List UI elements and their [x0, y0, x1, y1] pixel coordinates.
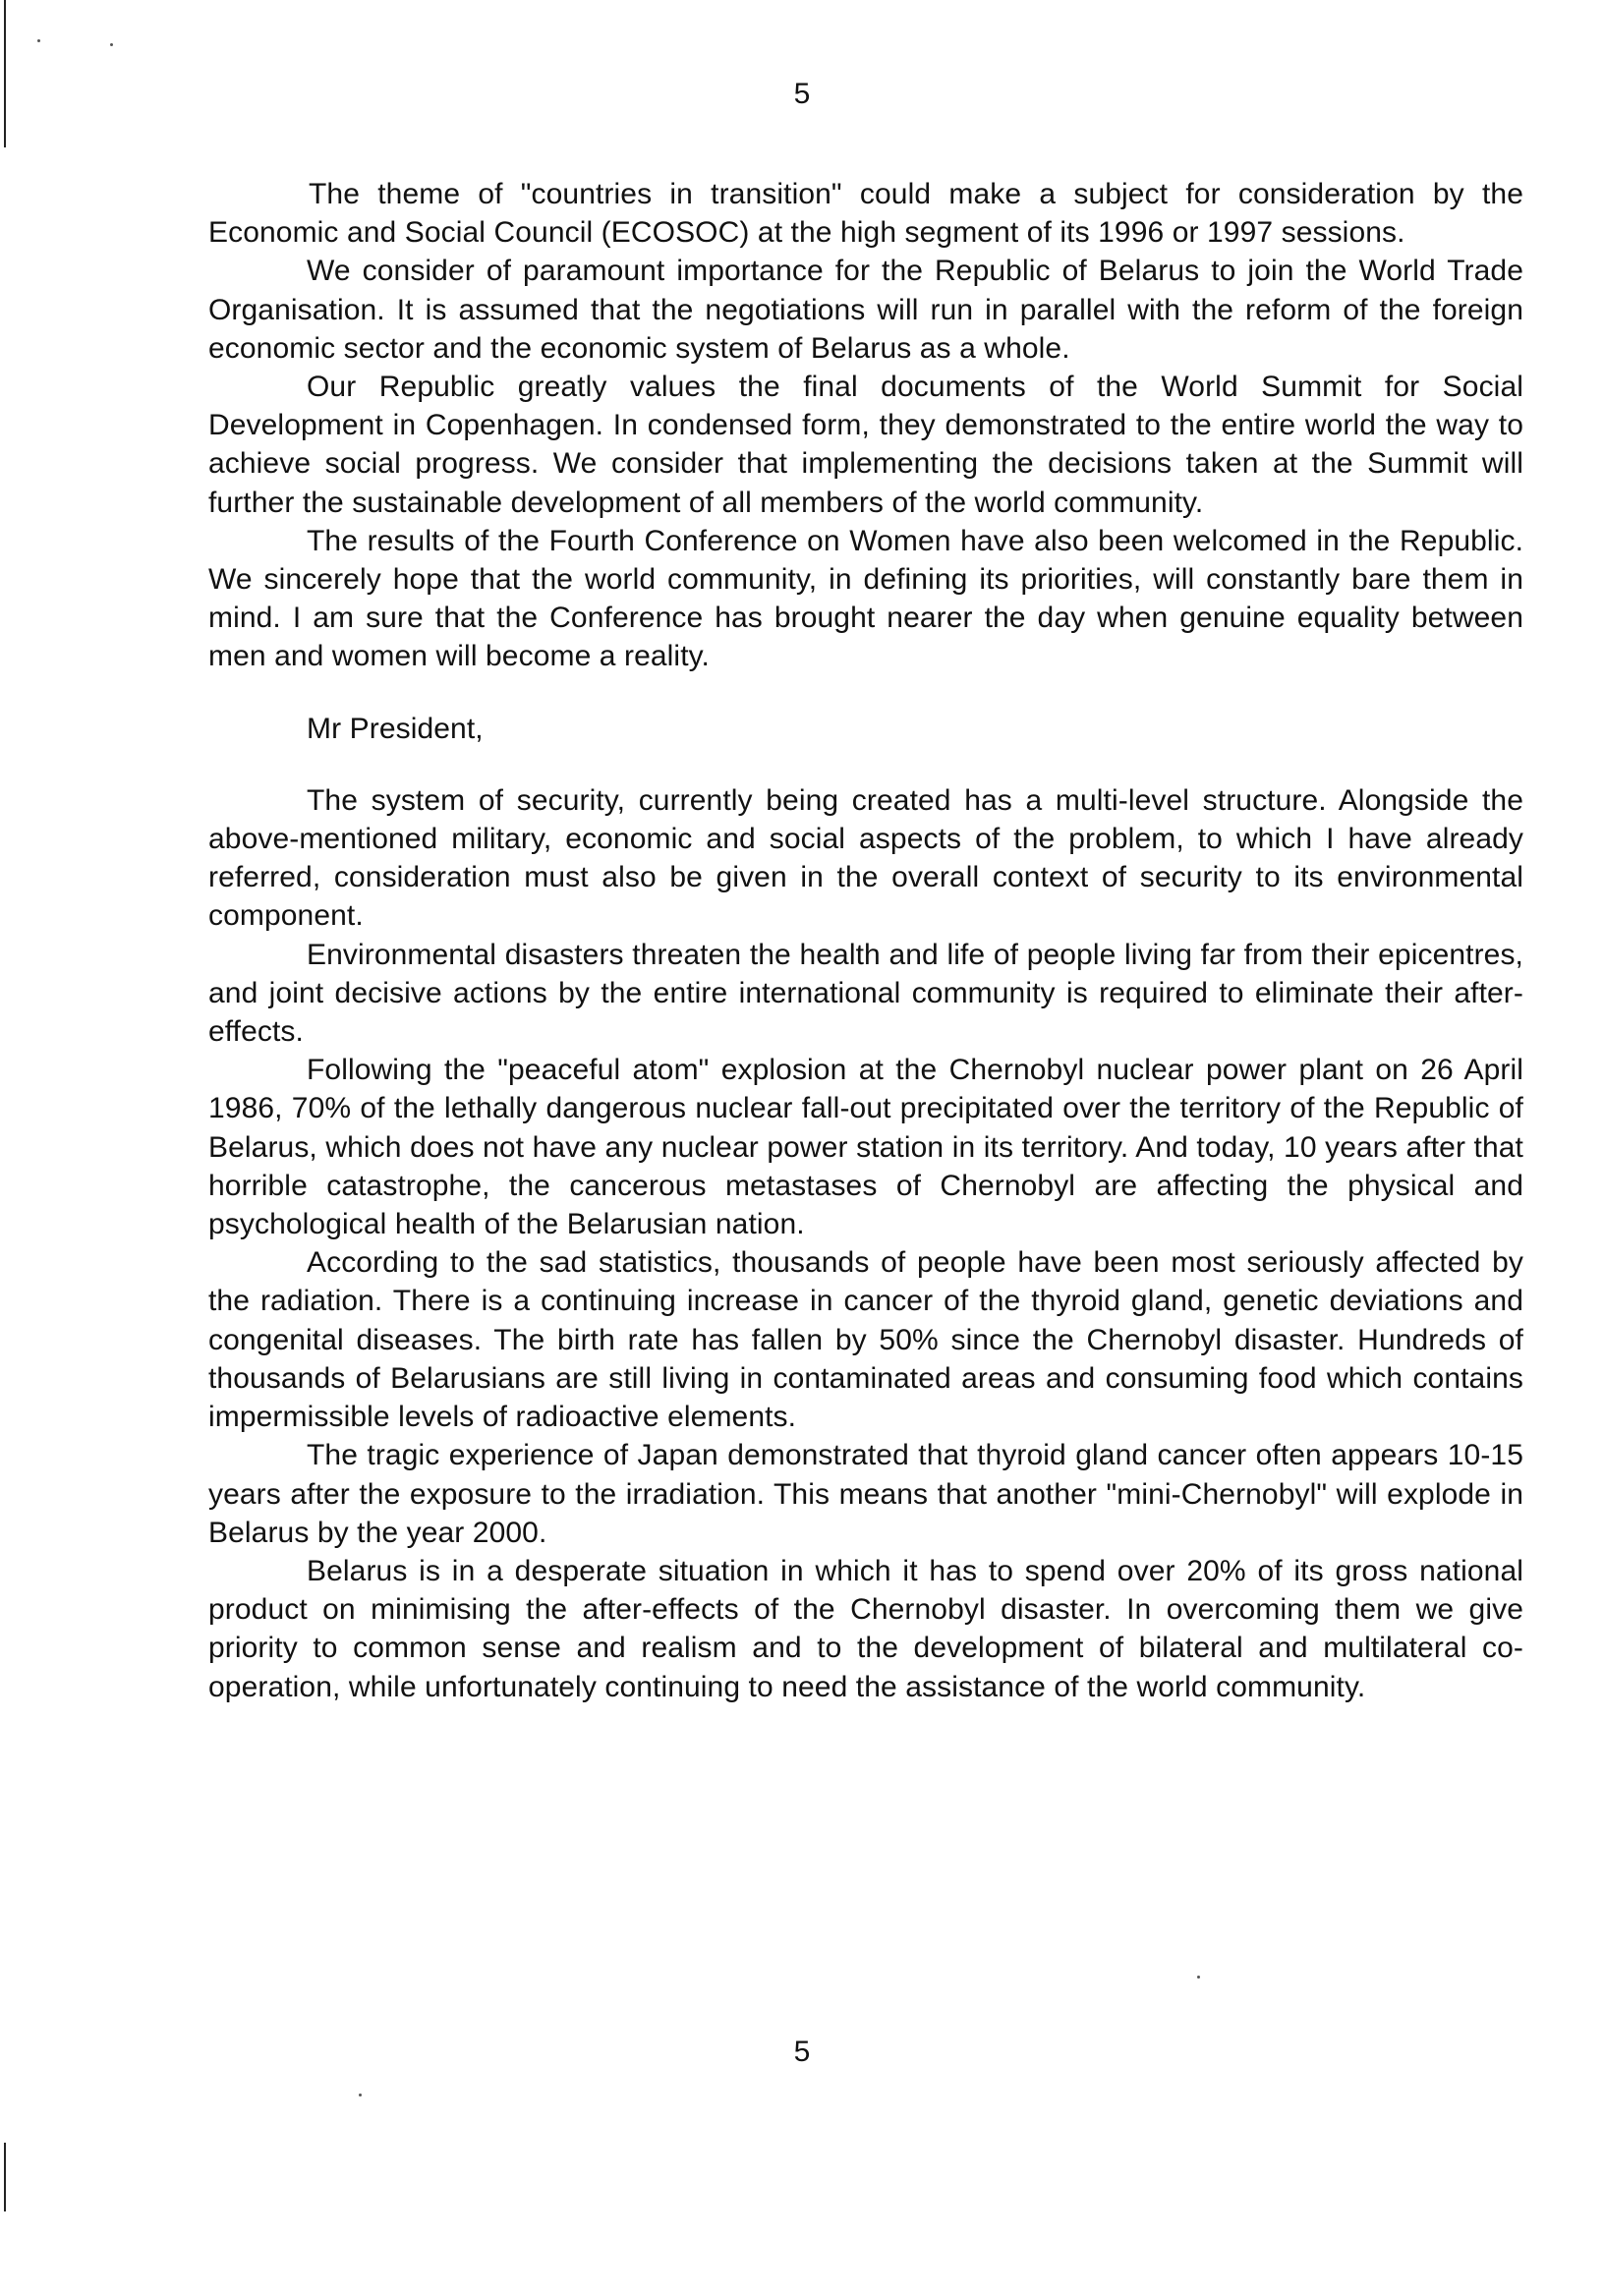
scan-edge-mark-top [4, 0, 6, 147]
page-number-footer: 5 [793, 2036, 811, 2068]
scan-speck [359, 2094, 362, 2096]
paragraph: Environmental disasters threaten the health and life of people living far from their epicentres, and joint decisive actions by the entire international community is required to eliminate their after-effects. [208, 938, 1523, 1049]
paragraph: Following the "peaceful atom" explosion at the Chernobyl nuclear power plant on 26 April 1986, 70% of the lethally dangerous nuclear fall-out precipitated over the territory of the Republic of Belarus, which does not have any nuclear power station in its territory. And today, 10 years after that horrible catastrophe, the cancerous metastases of Chernobyl are affecting the physical and psychological health of the Belarusian nation. [208, 1054, 1523, 1241]
paragraph: We consider of paramount importance for the Republic of Belarus to join the World Trade Organisation. It is assumed that the negotiations will run in parallel with the reform of the foreign economic sector and the economic system of Belarus as a whole. [208, 255, 1523, 365]
paragraph: The results of the Fourth Conference on Women have also been welcomed in the Republic. We sincerely hope that the world community, in defining its priorities, will constantly bare them in mind. I am sure that the Conference has brought nearer the day when genuine equality between men and women will become a reality. [208, 524, 1523, 673]
paragraph: The theme of "countries in transition" could make a subject for consideration by the Economic and Social Council (ECOSOC) at the high segment of its 1996 or 1997 sessions. [208, 178, 1523, 250]
paragraph: The tragic experience of Japan demonstrated that thyroid gland cancer often appears 10-15 years after the exposure to the irradiation. This means that another "mini-Chernobyl" will explode in Belarus by the year 2000. [208, 1439, 1523, 1549]
paragraph: Belarus is in a desperate situation in which it has to spend over 20% of its gross national product on minimising the after-effects of the Chernobyl disaster. In overcoming them we give priority to common sense and realism and to the development of bilateral and multilateral co-operation, while unfortunately continuing to need the assistance of the world community. [208, 1554, 1523, 1703]
scan-edge-mark-bottom [4, 2143, 6, 2211]
scan-speck [1197, 1976, 1200, 1979]
salutation: Mr President, [307, 712, 484, 745]
scan-speck [37, 39, 40, 42]
page-number-header: 5 [793, 78, 811, 110]
document-body [208, 175, 1523, 1706]
paragraph: According to the sad statistics, thousands of people have been most seriously affected by the radiation. There is a continuing increase in cancer of the thyroid gland, genetic deviations and congenital diseases. The birth rate has fallen by 50% since the Chernobyl disaster. Hundreds of thousands of Belarusians are still living in contaminated areas and consuming food which contains impermissible levels of radioactive elements. [208, 1246, 1523, 1434]
paragraph: The system of security, currently being created has a multi-level structure. Alongside the above-mentioned military, economic and social aspects of the problem, to which I have already referred, consideration must also be given in the overall context of security to its environmental component. [208, 783, 1523, 933]
paragraph: Our Republic greatly values the final documents of the World Summit for Social Development in Copenhagen. In condensed form, they demonstrated to the entire world the way to achieve social progress. We consider that implementing the decisions taken at the Summit will further the sustainable development of all members of the world community. [208, 371, 1523, 519]
scan-speck [110, 43, 113, 46]
